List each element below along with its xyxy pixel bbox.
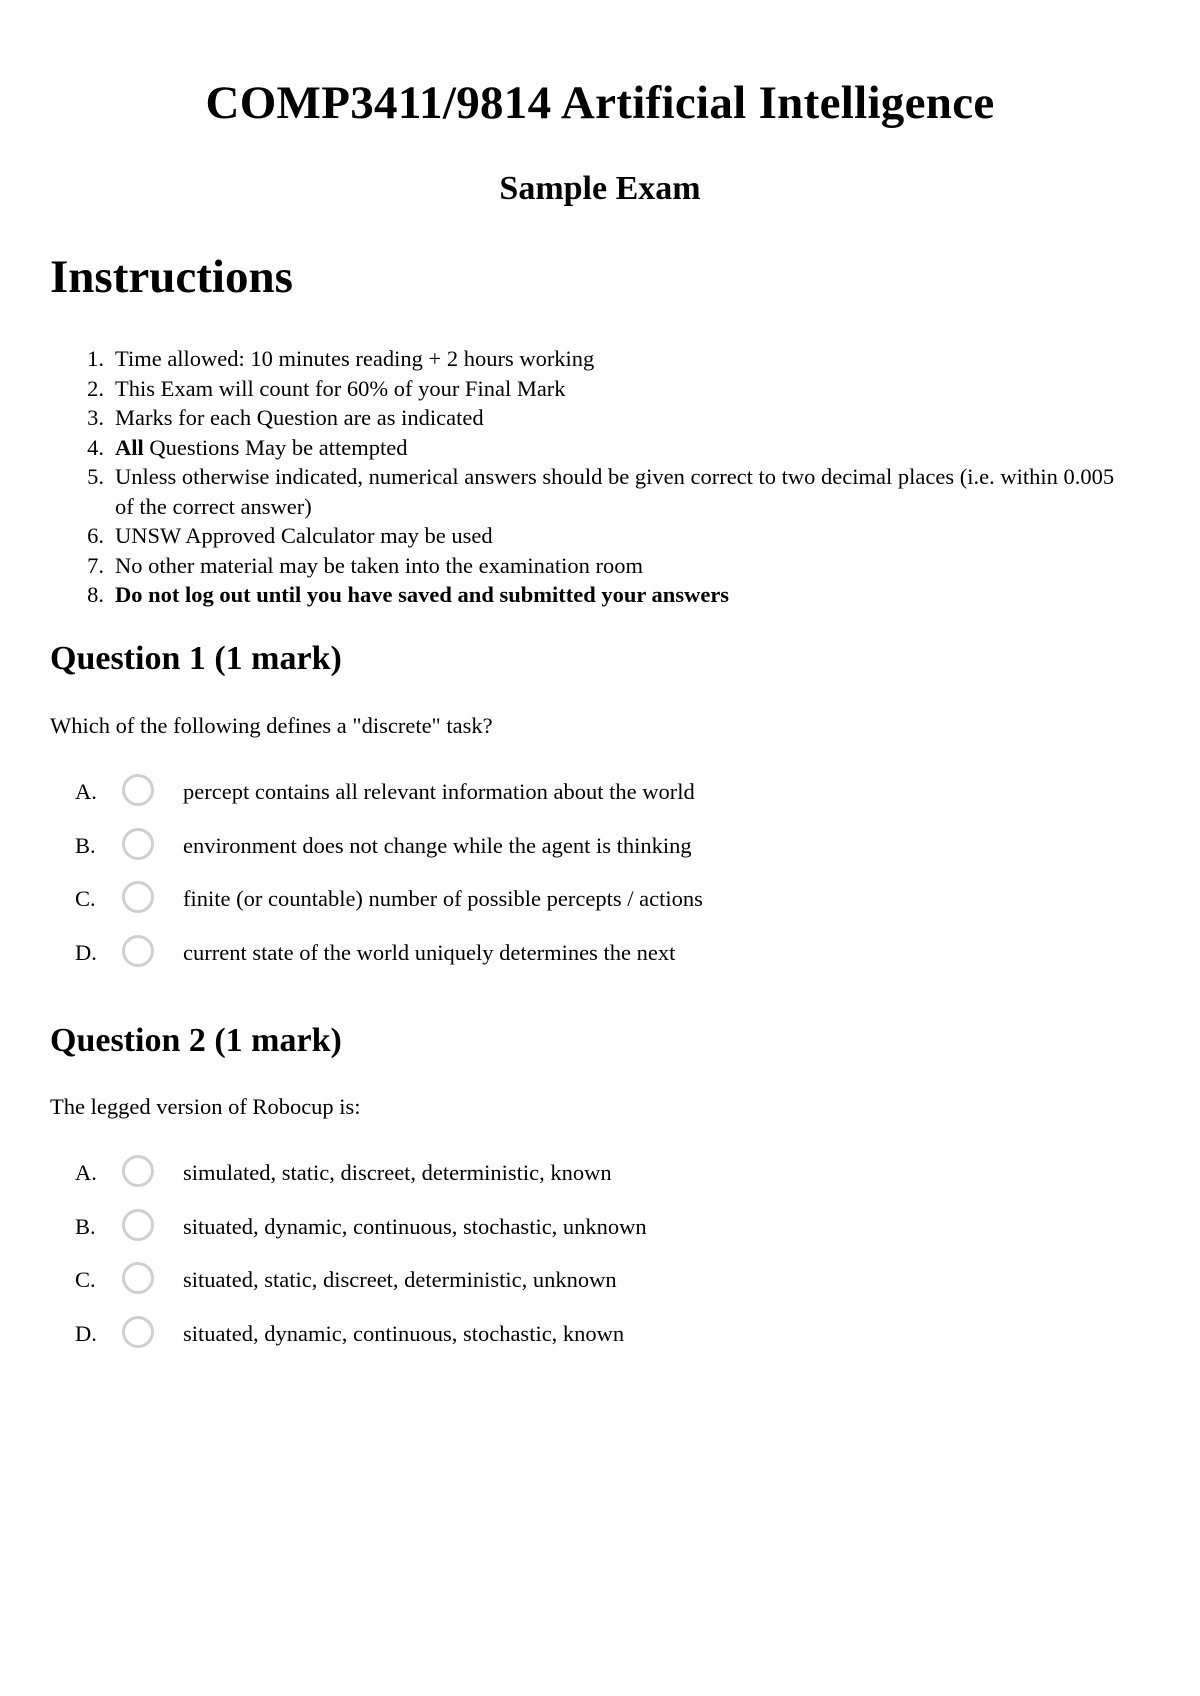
option-label[interactable]: percept contains all relevant information about the world — [183, 779, 695, 804]
instruction-number: 7. — [87, 552, 104, 578]
instruction-item — [70, 462, 1130, 521]
option-letter: C. — [75, 1267, 96, 1292]
instruction-item — [70, 551, 1130, 581]
radio-button[interactable] — [122, 1209, 154, 1241]
option-label[interactable]: situated, dynamic, continuous, stochastic, known — [183, 1320, 625, 1346]
answer-option[interactable] — [75, 1213, 975, 1267]
answer-option[interactable] — [75, 778, 975, 832]
option-label[interactable]: situated, static, discreet, deterministic, unknown — [183, 1267, 617, 1292]
instruction-bold-text: All — [115, 434, 144, 460]
question-2-text: The legged version of Robocup is: — [50, 1094, 361, 1119]
answer-option[interactable] — [75, 832, 975, 886]
option-letter: D. — [75, 939, 97, 965]
answer-option[interactable] — [75, 939, 975, 993]
option-label[interactable]: environment does not change while the agent is thinking — [183, 832, 692, 858]
option-label[interactable]: simulated, static, discreet, deterministic, known — [183, 1160, 612, 1185]
question-1-options — [75, 778, 975, 992]
option-label[interactable]: finite (or countable) number of possible percepts / actions — [183, 886, 703, 911]
instruction-item — [70, 521, 1130, 551]
instruction-text: Unless otherwise indicated, numerical answers should be given correct to two decimal places (i.e. within 0.005 of the correct answer) — [115, 464, 1115, 519]
radio-button[interactable] — [122, 828, 154, 860]
option-letter: A. — [75, 779, 97, 804]
answer-option[interactable] — [75, 1266, 975, 1320]
radio-button[interactable] — [122, 935, 154, 967]
course-title: COMP3411/9814 Artificial Intelligence — [205, 77, 995, 129]
answer-option[interactable] — [75, 1159, 975, 1213]
radio-button[interactable] — [122, 1262, 154, 1294]
instruction-number: 4. — [87, 434, 104, 460]
instruction-bold-text: Do not log out until you have saved and submitted your answers — [115, 582, 730, 607]
instruction-item — [70, 344, 1130, 374]
instruction-number: 6. — [87, 523, 104, 548]
instruction-text: This Exam will count for 60% of your Final Mark — [115, 375, 566, 401]
instructions-heading: Instructions — [50, 251, 293, 303]
option-label[interactable]: situated, dynamic, continuous, stochastic, unknown — [183, 1213, 647, 1239]
instruction-number: 3. — [87, 405, 104, 430]
option-letter: C. — [75, 886, 96, 911]
question-2-heading: Question 2 (1 mark) — [50, 1022, 342, 1059]
question-2-options — [75, 1159, 975, 1373]
exam-subtitle: Sample Exam — [499, 170, 701, 207]
instruction-number: 5. — [87, 464, 104, 489]
instruction-text: No other material may be taken into the examination room — [115, 552, 643, 578]
answer-option[interactable] — [75, 885, 975, 939]
option-letter: B. — [75, 1213, 96, 1239]
instruction-item — [70, 433, 1130, 463]
instruction-item — [70, 374, 1130, 404]
instruction-item — [70, 580, 1130, 610]
option-letter: D. — [75, 1320, 97, 1346]
instruction-text: Questions May be attempted — [143, 434, 408, 460]
option-label[interactable]: current state of the world uniquely determines the next — [183, 939, 676, 965]
radio-button[interactable] — [122, 881, 154, 913]
instruction-text: Time allowed: 10 minutes reading + 2 hours working — [115, 346, 595, 371]
radio-button[interactable] — [122, 1155, 154, 1187]
question-1-text: Which of the following defines a "discrete" task? — [50, 713, 493, 738]
instruction-number: 1. — [87, 346, 104, 371]
instructions-list — [70, 344, 1130, 610]
instruction-number: 2. — [87, 375, 104, 401]
answer-option[interactable] — [75, 1320, 975, 1374]
instruction-item — [70, 403, 1130, 433]
option-letter: A. — [75, 1160, 97, 1185]
radio-button[interactable] — [122, 1316, 154, 1348]
instruction-text: UNSW Approved Calculator may be used — [115, 523, 493, 548]
instruction-text: Marks for each Question are as indicated — [115, 405, 484, 430]
instruction-number: 8. — [87, 582, 104, 607]
option-letter: B. — [75, 832, 96, 858]
question-1-heading: Question 1 (1 mark) — [50, 640, 342, 677]
radio-button[interactable] — [122, 774, 154, 806]
